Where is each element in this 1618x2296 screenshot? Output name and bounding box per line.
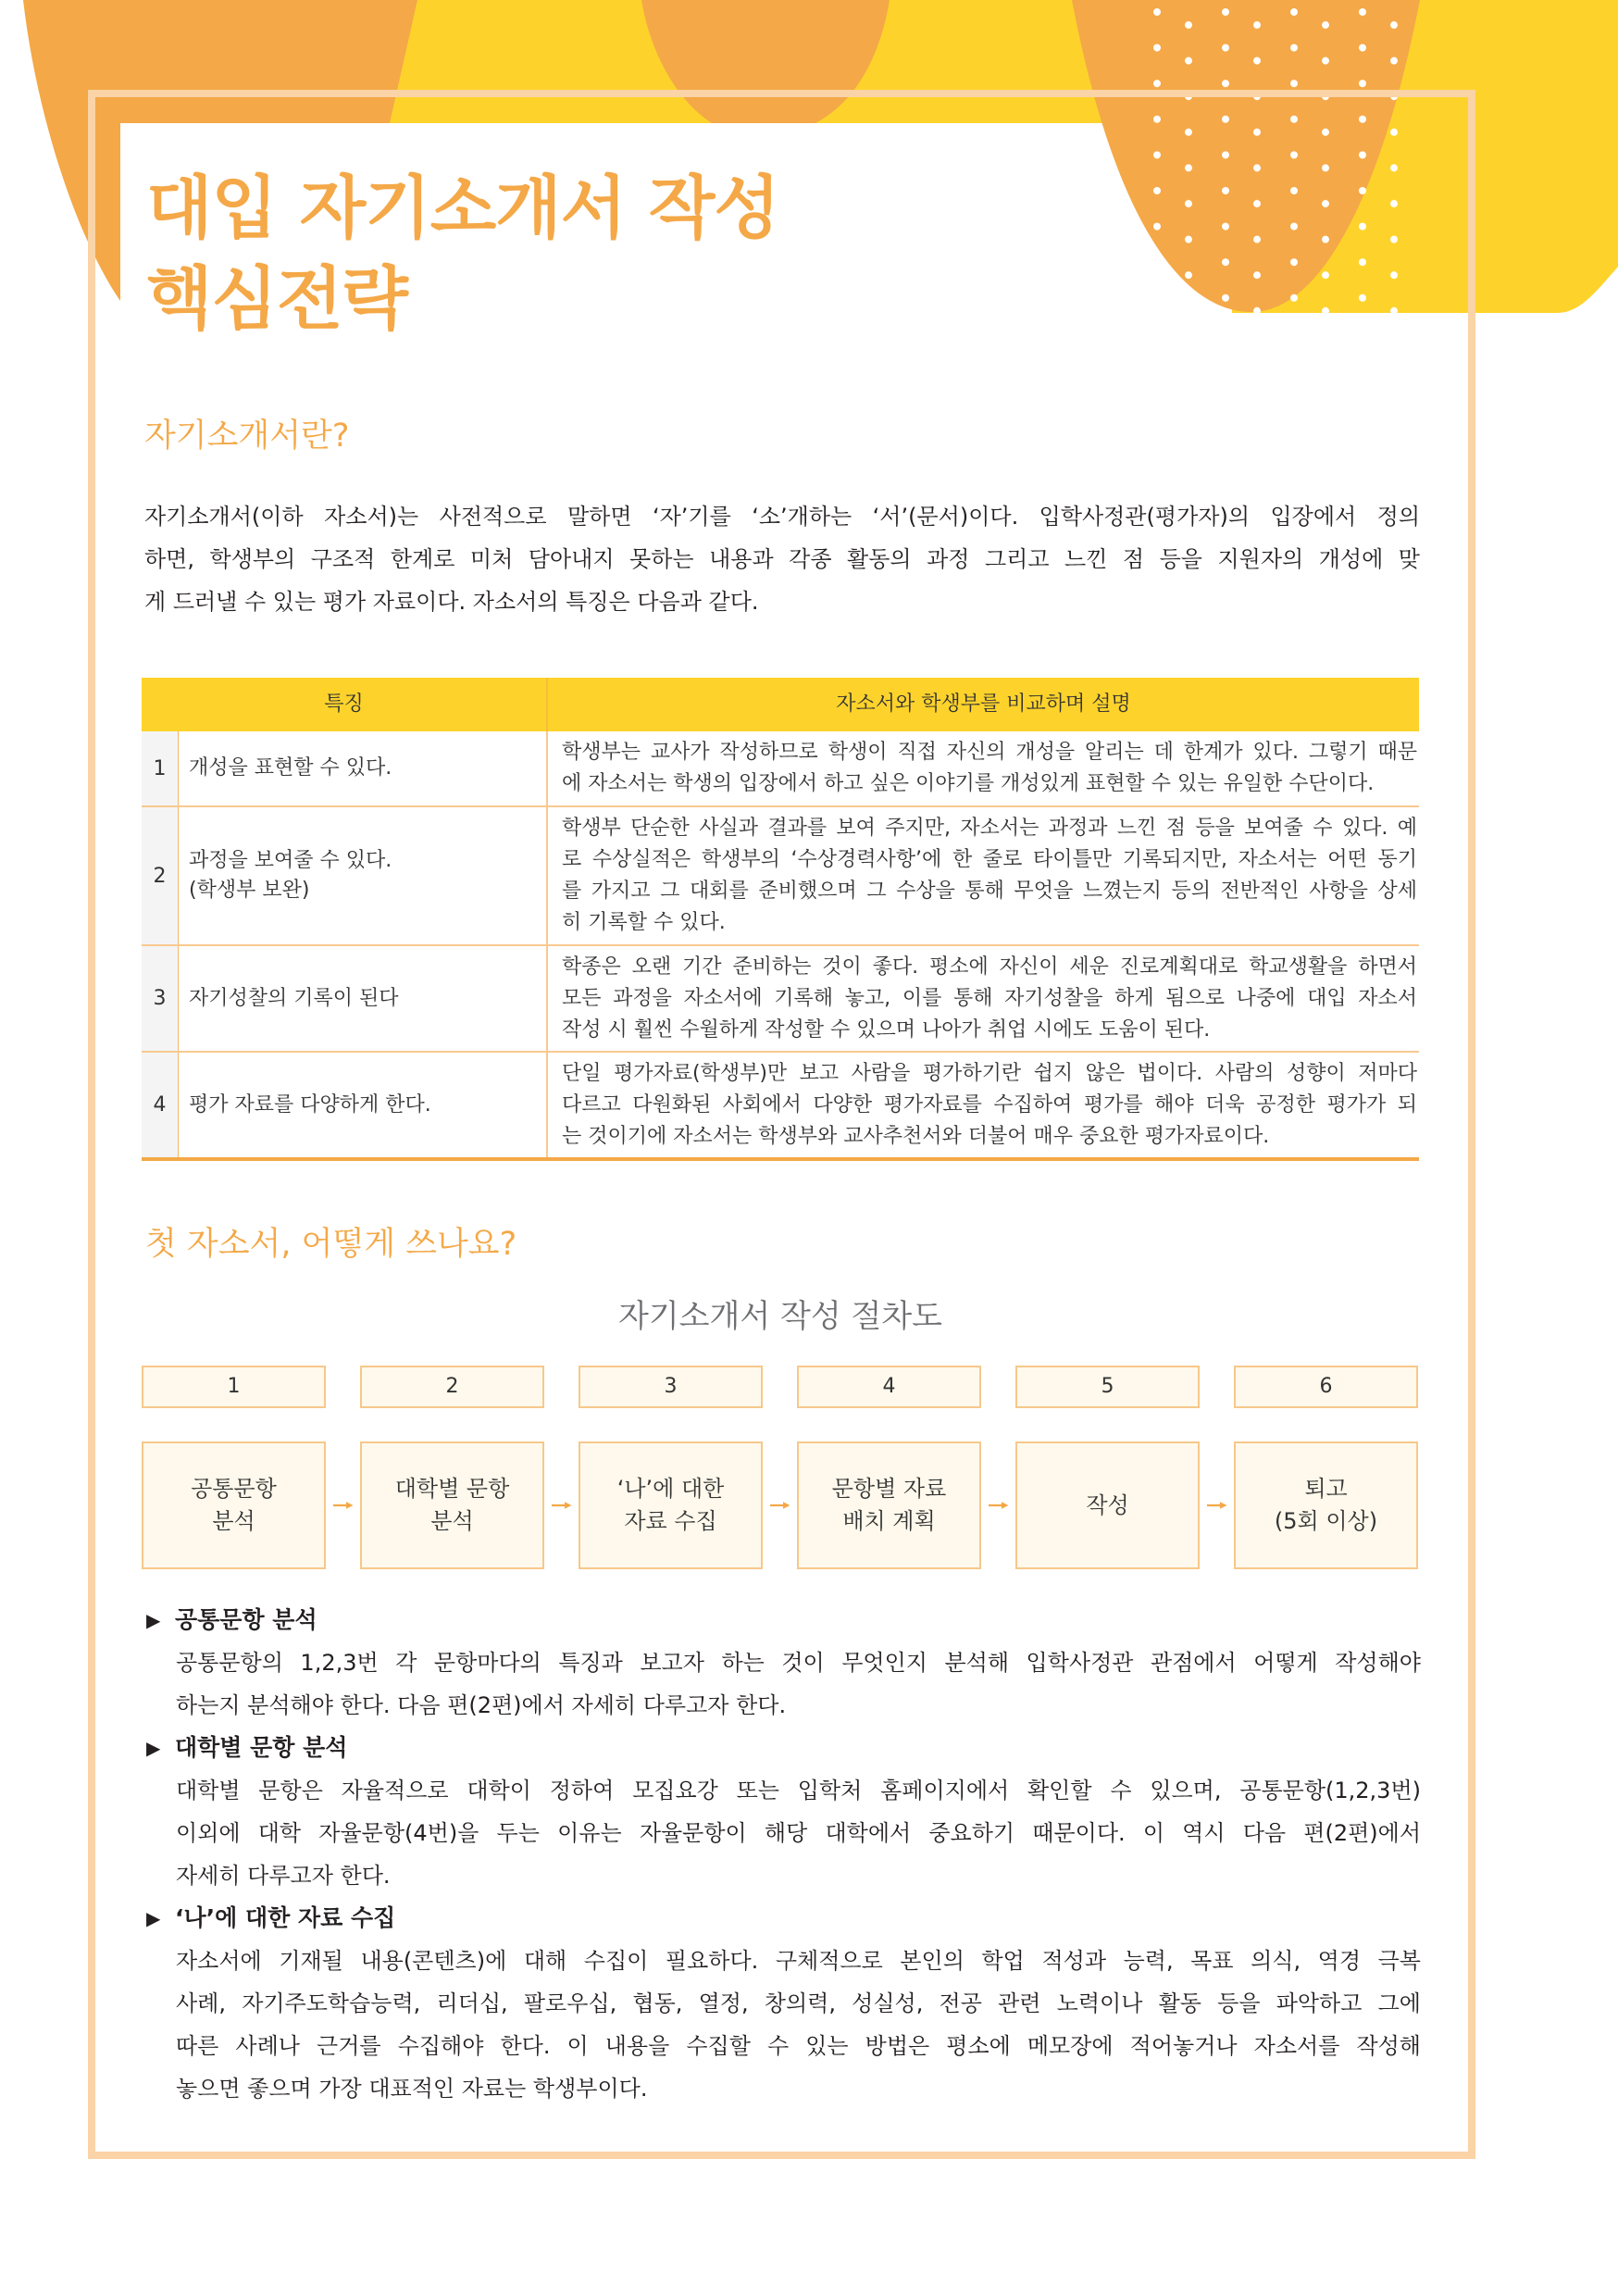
intro-paragraph (144, 495, 1420, 623)
right-arrow-icon (1207, 1501, 1227, 1510)
step-content-box (579, 1441, 763, 1569)
step-label-line: 배치 계획 (842, 1508, 936, 1534)
description-line: 히 기록할 수 있다. (562, 911, 726, 934)
feature-text: 과정을 보여줄 수 있다. (189, 849, 392, 872)
bullet-heading-text: 공통문항 분석 (175, 1606, 317, 1633)
flowchart-title: 자기소개서 작성 절차도 (617, 1298, 943, 1335)
step-label-line: 분석 (430, 1508, 474, 1534)
step-number-box: 4 (797, 1366, 981, 1408)
bullet-body-line: 하는지 분석해야 한다. 다음 편(2편)에서 자세히 다루고자 한다. (176, 1692, 787, 1718)
section-heading-what-is: 자기소개서란? (144, 418, 350, 455)
right-arrow-icon (989, 1501, 1009, 1510)
step-content-box (797, 1441, 981, 1569)
step-label-line: (5회 이상) (1274, 1508, 1378, 1534)
step-number-box: 3 (579, 1366, 763, 1408)
bullet-heading (144, 1599, 1422, 1641)
bullet-heading-text: ‘나’에 대한 자료 수집 (175, 1904, 396, 1931)
triangle-bullet-icon: ▶ (146, 1907, 161, 1929)
bullet-heading (144, 1727, 1422, 1769)
triangle-bullet-icon: ▶ (146, 1737, 161, 1759)
right-arrow-icon (552, 1501, 572, 1510)
table-row (142, 807, 1419, 946)
description-line: 를 가지고 그 대회를 준비했으며 그 수상을 통해 무엇을 느꼈는지 등의 전반적인 사항을 상세 (562, 880, 1417, 903)
description-line: 모든 과정을 자소서에 기록해 놓고, 이를 통해 자기성찰을 하게 됨으로 나중에 대입 자소서 (562, 986, 1417, 1010)
feature-text: 개성을 표현할 수 있다. (189, 756, 392, 780)
step-number-box: 6 (1234, 1366, 1418, 1408)
page-title-line-2: 핵심전략 (146, 259, 407, 339)
right-arrow-icon (770, 1501, 790, 1510)
bullet-body-line: 사례, 자기주도학습능력, 리더십, 팔로우십, 협동, 열정, 창의력, 성실성, 전공 관련 노력이나 활동 등을 파악하고 그에 (176, 1990, 1421, 2016)
description-cell (548, 946, 1419, 1051)
step-label-line: 퇴고 (1304, 1476, 1348, 1502)
row-number: 3 (142, 946, 179, 1051)
procedure-details (144, 1599, 1422, 2110)
table-header-row (142, 678, 1419, 731)
row-number: 2 (142, 807, 179, 944)
description-line: 다르고 다원화된 사회에서 다양한 평가자료를 수집하여 평가를 해야 더욱 공정한 평가가 되 (562, 1092, 1417, 1117)
bullet-body-line: 이외에 대학 자율문항(4번)을 두는 이유는 자율문항이 해당 대학에서 중요하기 때문이다. 이 역시 다음 편(2편)에서 (176, 1820, 1421, 1846)
description-line: 학생부 단순한 사실과 결과를 보여 주지만, 자소서는 과정과 느낀 점 등을 보여줄 수 있다. 예 (562, 817, 1417, 840)
page-title (146, 163, 779, 344)
feature-cell (179, 1053, 548, 1157)
step-label-line: 분석 (212, 1508, 255, 1534)
feature-text: 평가 자료를 다양하게 한다. (189, 1092, 431, 1117)
feature-text: 자기성찰의 기록이 된다 (189, 986, 399, 1010)
step-number-box: 2 (360, 1366, 544, 1408)
description-line: 작성 시 훨씬 수월하게 작성할 수 있으며 나아가 취업 시에도 도움이 된다. (562, 1017, 1211, 1042)
step-content-box (142, 1441, 326, 1569)
feature-cell (179, 807, 548, 944)
bullet-body-line: 자세히 다루고자 한다. (176, 1863, 391, 1889)
page-title-line-1: 대입 자기소개서 작성 (146, 168, 779, 248)
paragraph-line: 자기소개서(이하 자소서)는 사전적으로 말하면 ‘자’기를 ‘소’개하는 ‘서’(문서)이다. 입학사정관(평가자)의 입장에서 정의 (144, 504, 1420, 530)
feature-cell (179, 946, 548, 1051)
step-label-line: ‘나’에 대한 (616, 1476, 725, 1502)
right-arrow-icon (333, 1501, 354, 1510)
step-number-box: 1 (142, 1366, 326, 1408)
step-label-line: 공통문항 (191, 1476, 277, 1502)
section-heading-how-to-write: 첫 자소서, 어떻게 쓰나요? (145, 1226, 517, 1263)
column-header-description: 자소서와 학생부를 비교하며 설명 (836, 693, 1131, 716)
bullet-body-line: 대학별 문항은 자율적으로 대학이 정하여 모집요강 또는 입학처 홈페이지에서 확인할 수 있으며, 공통문항(1,2,3번) (176, 1778, 1421, 1803)
table-row (142, 946, 1419, 1053)
row-number: 4 (142, 1053, 179, 1157)
step-label-line: 작성 (1086, 1491, 1129, 1518)
paragraph-line: 게 드러낼 수 있는 평가 자료이다. 자소서의 특징은 다음과 같다. (144, 589, 759, 615)
step-label-line: 문항별 자료 (831, 1476, 947, 1502)
triangle-bullet-icon: ▶ (146, 1609, 161, 1631)
table-row (142, 731, 1419, 807)
step-label-line: 자료 수집 (624, 1508, 717, 1534)
description-cell (548, 1053, 1419, 1157)
step-content-box (1015, 1441, 1200, 1569)
description-line: 로 수상실적은 학생부의 ‘수상경력사항’에 한 줄로 타이틀만 기록되지만, 자소서는 어떤 동기 (562, 848, 1417, 871)
bullet-body-line: 공통문항의 1,2,3번 각 문항마다의 특징과 보고자 하는 것이 무엇인지 분석해 입학사정관 관점에서 어떻게 작성해야 (176, 1650, 1421, 1676)
description-line: 학종은 오랜 기간 준비하는 것이 좋다. 평소에 자신이 세운 진로계획대로 학교생활을 하면서 (562, 955, 1417, 979)
paragraph-line: 하면, 학생부의 구조적 한계로 미처 담아내지 못하는 내용과 각종 활동의 과정 그리고 느낀 점 등을 지원자의 개성에 맞 (144, 546, 1420, 572)
table-row (142, 1053, 1419, 1161)
step-number-box: 5 (1015, 1366, 1200, 1408)
description-line: 에 자소서는 학생의 입장에서 하고 싶은 이야기를 개성있게 표현할 수 있는 유일한 수단이다. (562, 772, 1375, 795)
description-line: 학생부는 교사가 작성하므로 학생이 직접 자신의 개성을 알리는 데 한계가 있다. 그렇기 때문 (562, 741, 1417, 764)
description-line: 단일 평가자료(학생부)만 보고 사람을 평가하기란 쉽지 않은 법이다. 사람의 성향이 저마다 (562, 1061, 1417, 1085)
row-number: 1 (142, 731, 179, 805)
feature-cell (179, 731, 548, 805)
bullet-body-line: 따른 사례나 근거를 수집해야 한다. 이 내용을 수집할 수 있는 방법은 평소에 메모장에 적어놓거나 자소서를 작성해 (176, 2033, 1421, 2059)
description-line: 는 것이기에 자소서는 학생부와 교사추천서와 더불어 매우 중요한 평가자료이다. (562, 1124, 1270, 1148)
bullet-heading (144, 1897, 1422, 1940)
column-header-feature: 특징 (142, 678, 548, 731)
step-content-box (1234, 1441, 1418, 1569)
bullet-heading-text: 대학별 문항 분석 (175, 1734, 348, 1761)
feature-text: (학생부 보완) (189, 879, 310, 902)
description-cell (548, 731, 1419, 805)
bullet-body-line: 놓으면 좋으며 가장 대표적인 자료는 학생부이다. (176, 2076, 648, 2102)
description-cell (548, 807, 1419, 944)
step-label-line: 대학별 문항 (394, 1476, 510, 1502)
bullet-body-line: 자소서에 기재될 내용(콘텐츠)에 대해 수집이 필요하다. 구체적으로 본인의 학업 적성과 능력, 목표 의식, 역경 극복 (176, 1948, 1421, 1974)
features-table (142, 678, 1419, 1161)
step-content-box (360, 1441, 544, 1569)
